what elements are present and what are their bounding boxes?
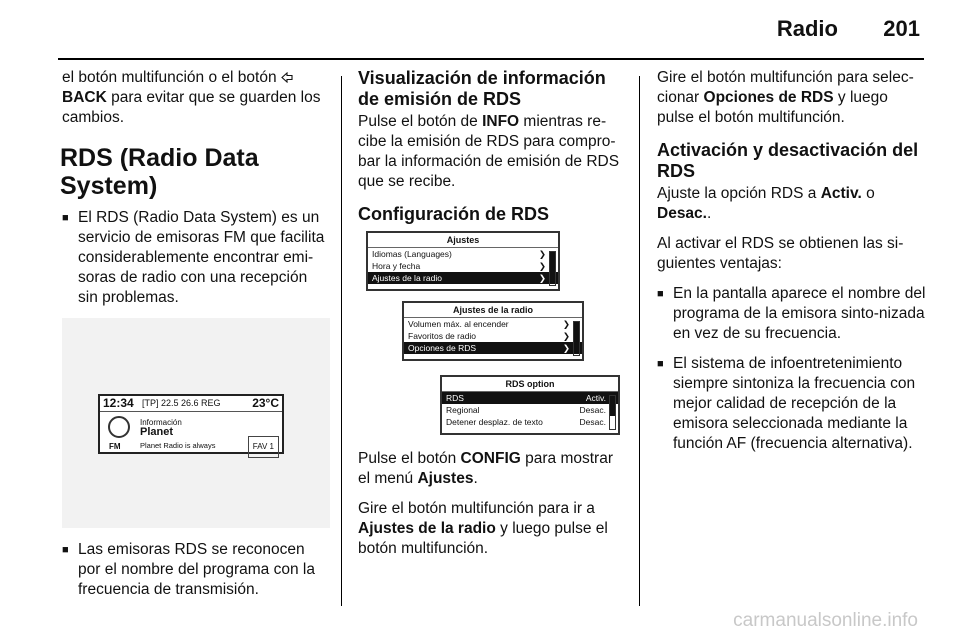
column-divider-2 (639, 76, 640, 606)
column-1 (62, 68, 330, 610)
bullet-item: ■ El sistema de infoentretenimiento siempre sintoniza la frecuencia con mejor calidad de recepción de la emisora seleccionada mediante la función AF (frecuencia alternativa). (657, 354, 929, 454)
page-number: 201 (883, 16, 920, 41)
scrollbar (549, 251, 556, 286)
menu-ajustes-radio: Ajustes de la radio Volumen máx. al encender ❯ Favoritos de radio ❯ Opciones de RDS ❯ (402, 301, 584, 361)
rds-menus-figure (358, 229, 620, 437)
radio-text: Planet Radio is always (140, 441, 216, 450)
chevron-right-icon: ❯ (562, 343, 570, 353)
rds-info-heading: Visualización de información de emisión de RDS (358, 68, 606, 109)
paragraph: Al activar el RDS se obtienen las si-guientes ventajas: (657, 235, 904, 272)
chevron-right-icon: ❯ (538, 261, 546, 271)
page-header (0, 0, 960, 58)
status-bar (100, 396, 282, 412)
column-3 (657, 68, 929, 464)
continuation-paragraph: el botón multifunción o el botón BACK para evitar que se guarden los cambios. (62, 69, 321, 126)
header-rule (58, 58, 924, 60)
station-name: Planet (140, 426, 174, 438)
radio-screen (98, 394, 284, 454)
back-arrow-icon (281, 72, 293, 83)
paragraph: Pulse el botón de INFO mientras re-cibe la emisión de RDS para compro-bar la información de emisión de RDS que se recibe. (358, 113, 620, 190)
status-indicators: [TP] 22.5 26.6 REG (142, 398, 221, 408)
paragraph: Ajuste la opción RDS a Activ. o Desac.. (657, 185, 875, 222)
scrollbar (573, 321, 580, 356)
paragraph: Gire el botón multifunción para selec-cionar Opciones de RDS y luego pulse el botón multifunción. (657, 69, 914, 126)
scrollbar (609, 395, 616, 430)
rds-toggle-heading: Activación y desactivación del RDS (657, 140, 919, 181)
section-title: Radio (776, 16, 838, 41)
paragraph: Gire el botón multifunción para ir a Ajustes de la radio y luego pulse el botón multifunción. (358, 500, 608, 557)
favorite-label: FAV 1 (248, 436, 279, 458)
paragraph: Pulse el botón CONFIG para mostrar el menú Ajustes. (358, 450, 613, 487)
info-label: Información (140, 418, 182, 427)
watermark: carmanualsonline.info (733, 610, 918, 631)
column-2 (358, 68, 628, 569)
bullet-item: ■ El RDS (Radio Data System) es un servicio de emisoras FM que facilita considerablemente encontrar emi-soras de radio con una recepción sin problemas. (62, 208, 330, 308)
chevron-right-icon: ❯ (562, 319, 570, 329)
clock: 12:34 (103, 396, 134, 410)
chevron-right-icon: ❯ (538, 273, 546, 283)
bullet-item: ■ Las emisoras RDS se reconocen por el nombre del programa con la frecuencia de transmisión. (62, 540, 330, 600)
antenna-icon (108, 416, 130, 438)
chevron-right-icon: ❯ (538, 249, 546, 259)
menu-rds-option: RDS option RDS Activ. Regional Desac. Detener desplaz. de texto Desac. (440, 375, 620, 435)
chevron-right-icon: ❯ (562, 331, 570, 341)
band-label: FM (109, 442, 121, 451)
radio-display-figure (62, 318, 330, 528)
menu-ajustes: Ajustes Idiomas (Languages) ❯ Hora y fecha ❯ Ajustes de la radio ❯ (366, 231, 560, 291)
rds-heading: RDS (Radio Data System) (60, 144, 259, 200)
temperature: 23°C (252, 396, 279, 410)
rds-config-heading: Configuración de RDS (358, 204, 550, 224)
bullet-item: ■ En la pantalla aparece el nombre del programa de la emisora sinto-nizada en vez de su frecuencia. (657, 284, 929, 344)
column-divider-1 (341, 76, 342, 606)
